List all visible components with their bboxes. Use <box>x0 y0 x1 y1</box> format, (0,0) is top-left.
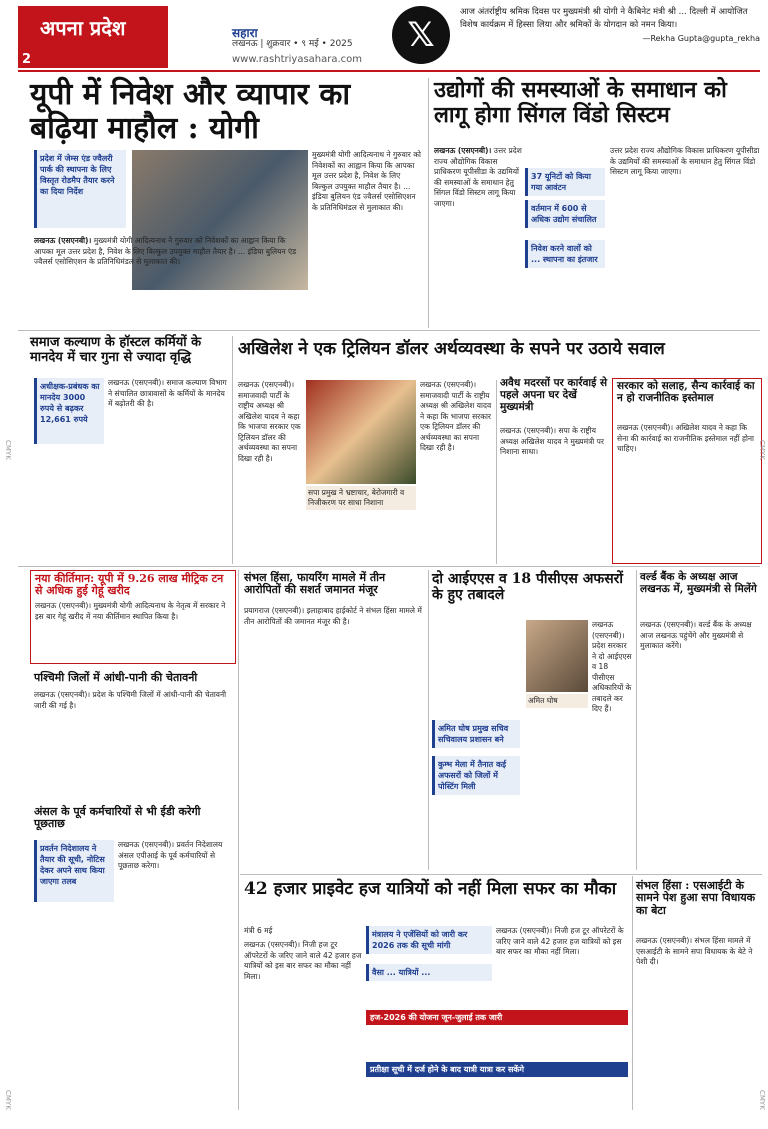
record-headline: नया कीर्तिमान: यूपी में 9.26 लाख मीट्रिक टन से अधिक हुई गेहूं खरीद <box>35 572 224 598</box>
hostel-headline: समाज कल्याण के हॉस्टल कर्मियों के मानदेय में चार गुना से ज्यादा वृद्धि <box>30 335 202 365</box>
page-number: 2 <box>22 52 32 67</box>
section-title: अपना प्रदेश <box>40 16 126 40</box>
divider <box>238 570 239 1110</box>
single-window-body: लखनऊ (एसएनबी)। उत्तर प्रदेश राज्य औद्योगिक विकास प्राधिकरण यूपीसीडा के उद्यमियों की समस्याओं के समाधान हेतु सिंगल विंडो सिस्टम लागू किया जाएगा। <box>434 146 522 208</box>
dateline: लखनऊ | शुक्रवार • ९ मई • 2025 <box>232 39 353 49</box>
ias-person: अमित घोष <box>526 694 588 708</box>
single-window-body-2: उत्तर प्रदेश राज्य औद्योगिक विकास प्राधिकरण यूपीसीडा के उद्यमियों की समस्याओं के समाधान हेतु सिंगल विंडो सिस्टम लागू किया जाएगा। <box>610 146 760 176</box>
weather-headline: पश्चिमी जिलों में आंधी-पानी की चेतावनी <box>34 671 198 684</box>
brand-name: सहारा <box>232 26 258 40</box>
hostel-highlight: अधीक्षक-प्रबंधक का मानदेय 3000 रुपये से बढ़कर 12,661 रुपये <box>34 378 104 444</box>
record-box <box>30 570 236 664</box>
ias-bullet-2: कुम्भ मेला में तैनात कई अफसरों को जिलों में पोस्टिंग मिली <box>432 756 520 795</box>
yogi-body-2: मुख्यमंत्री योगी आदित्यनाथ ने गुरुवार को निवेशकों का आह्वान किया कि आपका मूल उत्तर प्रदेश है, निवेश के लिए बिल्कुल उपयुक्त माहौल तैयार है। ... इंडिया बुलियन एंड ज्वैलर्स एसोसिएशन के प्रतिनिधिमंडल से मुलाकात की। <box>312 150 421 212</box>
tweet-box <box>460 6 760 45</box>
header-rule <box>18 70 760 72</box>
haj-body: लखनऊ (एसएनबी)। निजी हज टूर ऑपरेटरों के जरिए जाने वाले 42 हजार हज यात्रियों को इस बार सफर का मौका नहीं मिला। <box>244 940 362 981</box>
haj-headline: 42 हजार प्राइवेट हज यात्रियों को नहीं मिला सफर का मौका <box>244 879 617 899</box>
haj-sub: हज-2026 की योजना जून-जुलाई तक जारी <box>366 1010 628 1025</box>
divider <box>232 336 233 564</box>
section-masthead <box>18 6 168 68</box>
ias-bullet-1: अमित घोष प्रमुख सचिव सचिवालय प्रशासन बने <box>432 720 520 748</box>
hostel-body: लखनऊ (एसएनबी)। समाज कल्याण विभाग ने संचालित छात्रावासों के कर्मियों के मानदेय में बढ़ोतरी की है। <box>108 378 227 408</box>
sambhal-fire-body: प्रयागराज (एसएनबी)। इलाहाबाद हाईकोर्ट ने संभल हिंसा मामले में तीन आरोपितों की जमानत मंजूर की है। <box>244 606 422 626</box>
cmyk-mark: CMYK <box>758 1090 766 1110</box>
worldbank-body: लखनऊ (एसएनबी)। वर्ल्ड बैंक के अध्यक्ष आज लखनऊ पहुंचेंगे और मुख्यमंत्री से मुलाकात करेंगे। <box>640 620 752 650</box>
akhilesh-photo <box>306 380 416 484</box>
sambhal-fire-headline: संभल हिंसा, फायरिंग मामले में तीन आरोपितों की सशर्त जमानत मंजूर <box>244 571 386 597</box>
tweet-signature: —Rekha Gupta@gupta_rekha <box>642 34 760 43</box>
worldbank-headline: वर्ल्ड बैंक के अध्यक्ष आज लखनऊ में, मुख्यमंत्री से मिलेंगे <box>640 571 757 595</box>
sambhal-sp-headline: संभल हिंसा : एसआईटी के सामने पेश हुआ सपा विधायक का बेटा <box>636 879 756 917</box>
x-logo-icon: 𝕏 <box>392 6 450 64</box>
ias-photo <box>526 620 588 692</box>
yogi-highlight: प्रदेश में जेम्स एंड ज्वैलरी पार्क की स्थापना के लिए विस्तृत रोडमैप तैयार करने का दिया निर्देश <box>34 150 126 228</box>
madrasa-headline: अवैध मदरसों पर कार्रवाई से पहले अपना घर देखें मुख्यमंत्री <box>500 377 608 413</box>
akhilesh-body: लखनऊ (एसएनबी)। समाजवादी पार्टी के राष्ट्रीय अध्यक्ष श्री अखिलेश यादव ने कहा कि भाजपा सरकार एक ट्रिलियन डॉलर की अर्थव्यवस्था का सपना दिखा रही है। <box>238 380 301 463</box>
yogi-body: लखनऊ (एसएनबी)। मुख्यमंत्री योगी आदित्यनाथ ने गुरुवार को निवेशकों का आह्वान किया कि आपका मूल उत्तर प्रदेश है, निवेश के लिए बिल्कुल उपयुक्त माहौल तैयार है। ... इंडिया बुलियन एंड ज्वैलर्स एसोसिएशन के प्रतिनिधिमंडल से मुलाकात की। <box>34 236 297 266</box>
haj-body-2: लखनऊ (एसएनबी)। निजी हज टूर ऑपरेटरों के जरिए जाने वाले 42 हजार हज यात्रियों को इस बार सफर का मौका नहीं मिला। <box>496 926 624 956</box>
ias-headline: दो आईएएस व 18 पीसीएस अफसरों के हुए तबादले <box>432 571 624 603</box>
divider <box>428 78 429 328</box>
yogi-headline: यूपी में निवेश और व्यापार का बढ़िया माहौल : योगी <box>30 77 351 146</box>
haj-sub2: प्रतीक्षा सूची में दर्ज होने के बाद यात्री यात्रा कर सकेंगे <box>366 1062 628 1077</box>
divider <box>496 380 497 564</box>
divider <box>18 566 760 567</box>
ansal-headline: अंसल के पूर्व कर्मचारियों से भी ईडी करेगी पूछताछ <box>34 805 201 831</box>
army-body: लखनऊ (एसएनबी)। अखिलेश यादव ने कहा कि सेना की कार्रवाई का राजनीतिक इस्तेमाल नहीं होना चाहिए। <box>617 423 754 453</box>
divider <box>240 874 762 875</box>
haj-dateline: मंत्री 6 मई <box>244 926 273 935</box>
cmyk-mark: CMYK <box>4 440 12 460</box>
army-headline: सरकार को सलाह, सैन्य कार्रवाई का न हो राजनीतिक इस्तेमाल <box>617 380 755 404</box>
ansal-highlight: प्रवर्तन निदेशालय ने तैयार की सूची, नोटिस देकर अपने साथ किया जाएगा तलब <box>34 840 114 902</box>
army-box <box>612 378 762 564</box>
single-window-bullet-3: निवेश करने वालों को ... स्थापना का इंतजार <box>525 240 605 268</box>
weather-body: लखनऊ (एसएनबी)। प्रदेश के पश्चिमी जिलों में आंधी-पानी की चेतावनी जारी की गई है। <box>34 690 227 710</box>
website: www.rashtriyasahara.com <box>232 54 363 65</box>
record-body: लखनऊ (एसएनबी)। मुख्यमंत्री योगी आदित्यनाथ के नेतृत्व में सरकार ने इस बार गेहूं खरीद में नया कीर्तिमान स्थापित किया है। <box>35 601 226 621</box>
madrasa-body: लखनऊ (एसएनबी)। सपा के राष्ट्रीय अध्यक्ष अखिलेश यादव ने मुख्यमंत्री पर निशाना साधा। <box>500 426 604 456</box>
divider <box>18 330 760 331</box>
tweet-text: आज अंतर्राष्ट्रीय श्रमिक दिवस पर मुख्यमंत्री श्री योगी ने कैबिनेट मंत्री श्री ... दिल्ली में आयोजित विशेष कार्यक्रम में हिस्सा लिया और श्रमिकों के योगदान को नमन किया। <box>460 7 748 30</box>
haj-bullet-1: मंत्रालय ने एजेंसियों को जारी कर 2026 तक की सूची मांगी <box>366 926 492 954</box>
ansal-body: लखनऊ (एसएनबी)। प्रवर्तन निदेशालय अंसल एपीआई के पूर्व कर्मचारियों से पूछताछ करेगा। <box>118 840 223 870</box>
single-window-bullet-1: 37 यूनिटों को किया गया आवंटन <box>525 168 605 196</box>
divider <box>632 876 633 1110</box>
sambhal-sp-body: लखनऊ (एसएनबी)। संभल हिंसा मामले में एसआईटी के सामने सपा विधायक के बेटे ने पेशी दी। <box>636 936 753 966</box>
divider <box>428 570 429 870</box>
cmyk-mark: CMYK <box>4 1090 12 1110</box>
cmyk-mark: CMYK <box>758 440 766 460</box>
haj-bullet-2: वैसा ... यात्रियों ... <box>366 964 492 981</box>
divider <box>636 570 637 870</box>
akhilesh-headline: अखिलेश ने एक ट्रिलियन डॉलर अर्थव्यवस्था के सपने पर उठाये सवाल <box>238 339 665 359</box>
akhilesh-body-2: लखनऊ (एसएनबी)। समाजवादी पार्टी के राष्ट्रीय अध्यक्ष श्री अखिलेश यादव ने कहा कि भाजपा सरकार एक ट्रिलियन डॉलर की अर्थव्यवस्था का सपना दिखा रही है। <box>420 380 492 452</box>
single-window-bullet-2: वर्तमान में 600 से अधिक उद्योग संचालित <box>525 200 605 228</box>
single-window-headline: उद्योगों की समस्याओं के समाधान को लागू होगा सिंगल विंडो सिस्टम <box>434 77 727 128</box>
akhilesh-caption: सपा प्रमुख ने भ्रष्टाचार, बेरोजगारी व निजीकरण पर साधा निशाना <box>306 486 416 510</box>
ias-body: लखनऊ (एसएनबी)। प्रदेश सरकार ने दो आईएएस व 18 पीसीएस अधिकारियों के तबादले कर दिए हैं। <box>592 620 632 713</box>
